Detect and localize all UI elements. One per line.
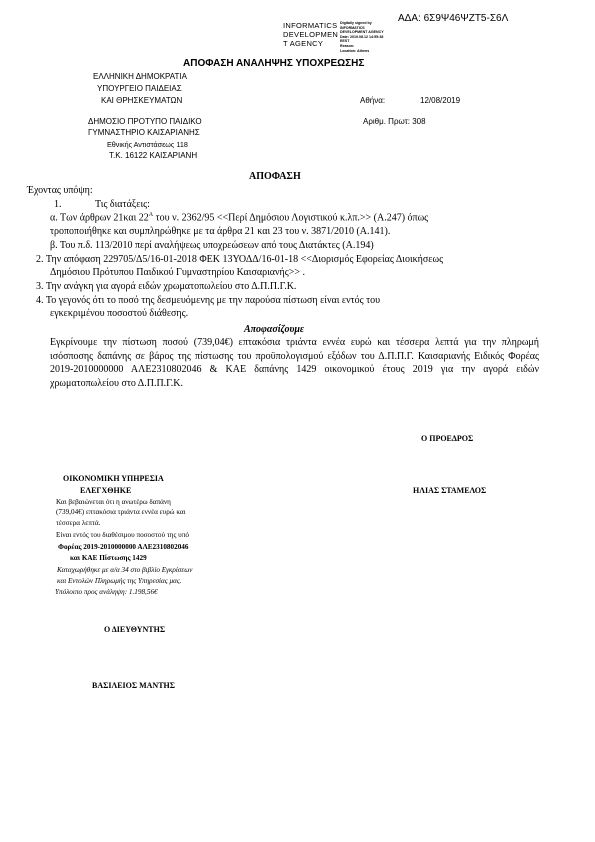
ada-code: ΑΔΑ: 6Σ9Ψ46ΨΖΤ5-Σ6Λ: [398, 13, 509, 24]
place-label: Αθήνα:: [360, 96, 386, 105]
finance-kae: και ΚΑΕ Πίστωσης 1429: [70, 554, 147, 562]
item-a-line-1: [50, 212, 428, 223]
signature-logo: [283, 21, 338, 48]
item-a-pre: α. Των άρθρων 21και 22: [50, 212, 149, 224]
finance-balance: Υπόλοιπο προς ανάληψη: 1.198,56€: [55, 588, 158, 596]
signature-line: Location: Athens: [340, 48, 370, 53]
header-line-1: ΕΛΛΗΝΙΚΗ ΔΗΜΟΚΡΑΤΙΑ: [93, 72, 187, 81]
finance-line: (739,04€) επτακόσια τριάντα εννέα ευρώ και: [56, 508, 186, 516]
item-4-line-2: εγκεκριμένου ποσοστού διάθεσης.: [50, 308, 189, 319]
logo-line: INFORMATICS: [283, 21, 338, 30]
page-title: ΑΠΟΦΑΣΗ ΑΝΑΛΗΨΗΣ ΥΠΟΧΡΕΩΣΗΣ: [183, 58, 365, 69]
finance-line: τέσσερα λεπτά.: [56, 519, 101, 527]
decision-text: Εγκρίνουμε την πίστωση ποσού (739,04€) επτακόσια τριάντα εννέα ευρώ και τέσσερα λεπτά για την πληρωμή ισόσποσης δαπάνης σε βάρος της πίστωσης του προϋπολογισμού εξόδων του Δ.Π.Π.Γ. Καισαριανής Ειδικός Φορέας 2019-2010000000 ΑΛΕ2310802046 & ΚΑΕ δαπάνης 1429 οικονομικού έτους 2019 για την αγορά ειδών χρωματοπωλείου στο Δ.Π.Π.Γ.Κ.: [50, 337, 539, 389]
finance-title: ΟΙΚΟΝΟΜΙΚΗ ΥΠΗΡΕΣΙΑ: [63, 474, 164, 483]
document-date: 12/08/2019: [420, 96, 461, 105]
signature-line: Date: 2019.08.12 14:55:38: [340, 34, 384, 39]
protocol-number: Αριθμ. Πρωτ: 308: [363, 117, 426, 126]
president-name: ΗΛΙΑΣ ΣΤΑΜΕΛΟΣ: [413, 486, 487, 495]
finance-registered: Καταχωρήθηκε με α/α 34 στο βιβλίο Εγκρίσεων: [57, 566, 193, 574]
director-name: ΒΑΣΙΛΕΙΟΣ ΜΑΝΤΗΣ: [92, 681, 175, 690]
decision-heading: ΑΠΟΦΑΣΗ: [249, 171, 301, 182]
finance-line: Και βεβαιώνεται ότι η ανωτέρω δαπάνη: [56, 498, 171, 506]
president-label: Ο ΠΡΟΕΔΡΟΣ: [421, 434, 474, 443]
item-1-text: Τις διατάξεις:: [95, 199, 150, 210]
signature-line: DEVELOPMENT AGENCY: [340, 30, 384, 35]
signature-line: Reason:: [340, 43, 355, 48]
logo-line: DEVELOPMEN: [283, 30, 339, 39]
signature-line: EEST: [340, 39, 350, 44]
item-1-number: 1.: [54, 199, 62, 210]
signature-line: Digitally signed by: [340, 21, 372, 25]
item-2-line-1: 2. Την απόφαση 229705/Δ5/16-01-2018 ΦΕΚ 13ΥΟΔΔ/16-01-18 <<Διορισμός Εφορείας Διοικήσεως: [36, 254, 444, 265]
logo-line: T AGENCY: [283, 39, 324, 48]
item-3: 3. Την ανάγκη για αγορά ειδών χρωματοπωλείου στο Δ.Π.Π.Γ.Κ.: [36, 281, 297, 292]
item-b: β. Του π.δ. 113/2010 περί αναλήψεως υποχρεώσεων από τους Διατάκτες (Α.194): [50, 240, 374, 251]
org-name-2: ΓΥΜΝΑΣΤΗΡΙΟ ΚΑΙΣΑΡΙΑΝΗΣ: [88, 128, 200, 137]
finance-fund: Φορέας 2019-2010000000 ΑΛΕ2310802046: [58, 543, 189, 551]
finance-line: Είναι εντός του διαθέσιμου ποσοστού της υπό: [56, 531, 189, 539]
item-a-sup: Α: [148, 212, 154, 218]
org-name-1: ΔΗΜΟΣΙΟ ΠΡΟΤΥΠΟ ΠΑΙΔΙΚΟ: [88, 117, 202, 126]
signature-line: INFORMATICS: [340, 25, 365, 30]
item-4-line-1: 4. Το γεγονός ότι το ποσό της δεσμευόμενης με την παρούσα πίστωση είναι εντός του: [36, 295, 381, 306]
signature-details: [340, 21, 384, 53]
header-line-2: ΥΠΟΥΡΓΕΙΟ ΠΑΙΔΕΙΑΣ: [97, 84, 182, 93]
finance-checked: ΕΛΕΓΧΘΗΚΕ: [80, 486, 132, 495]
considering-label: Έχοντας υπόψη:: [27, 185, 93, 196]
finance-orders: και Εντολών Πληρωμής της Υπηρεσίας μας.: [57, 577, 182, 585]
item-a-post: του ν. 2362/95 <<Περί Δημόσιου Λογιστικού κ.λπ.>> (Α.247) όπως: [153, 212, 429, 224]
director-label: Ο ΔΙΕΥΘΥΝΤΗΣ: [104, 625, 166, 634]
header-line-3: ΚΑΙ ΘΡΗΣΚΕΥΜΑΤΩΝ: [101, 96, 183, 105]
item-2-line-2: Δημόσιου Πρότυπου Παιδικού Γυμναστηρίου Καισαριανής>> .: [50, 267, 306, 278]
item-a-line-2: τροποποιήθηκε και συμπληρώθηκε με τα άρθρα 21 και 23 του ν. 3871/2010 (Α.141).: [50, 226, 391, 237]
decide-heading: Αποφασίζουμε: [244, 324, 305, 335]
org-postcode: Τ.Κ. 16122 ΚΑΙΣΑΡΙΑΝΗ: [109, 151, 198, 160]
org-address: Εθνικής Αντιστάσεως 118: [107, 140, 188, 149]
